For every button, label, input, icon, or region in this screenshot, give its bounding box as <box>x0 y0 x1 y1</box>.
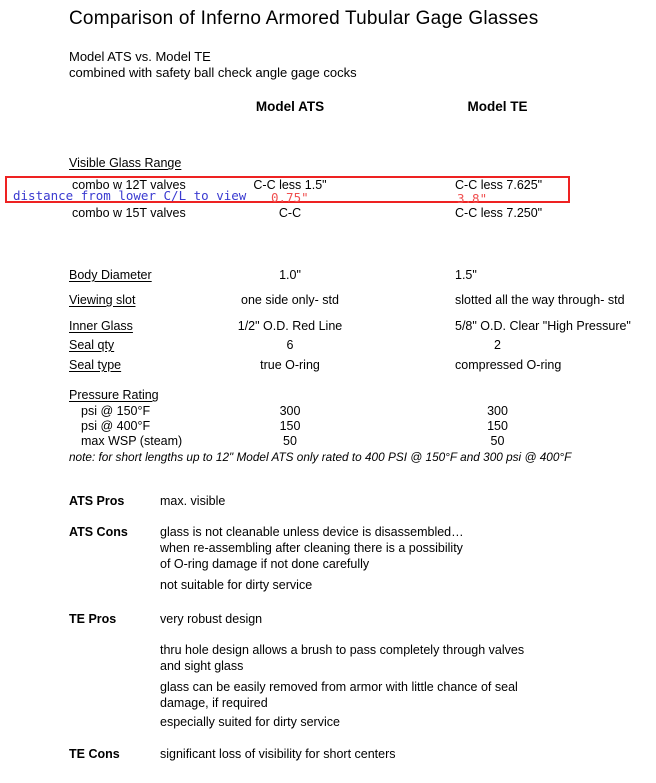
section-pressure-rating <box>0 388 656 404</box>
te-pros-label: TE Pros <box>69 612 117 626</box>
subtitle-line-1: Model ATS vs. Model TE <box>69 49 211 64</box>
ats-cons-row <box>0 525 656 541</box>
column-header-ats: Model ATS <box>255 99 325 114</box>
te-pros-text-line: glass can be easily removed from armor with little chance of seal <box>160 680 518 694</box>
ats-cons-text-line: glass is not cleanable unless device is disassembled… <box>160 525 464 539</box>
te-pros-text-line: especially suited for dirty service <box>160 715 340 729</box>
spec-label: Seal qty <box>69 338 115 352</box>
pressure-te-value: 50 <box>490 434 505 448</box>
section-visible-glass-range <box>0 156 656 172</box>
annotation-ats-value: 0.75" <box>271 190 309 205</box>
pressure-label: psi @ 150°F <box>81 404 151 418</box>
te-cons-label: TE Cons <box>69 747 120 761</box>
te-pros-row-4 <box>0 715 656 731</box>
te-cons-row <box>0 747 656 763</box>
te-pros-text-line: very robust design <box>160 612 263 626</box>
spec-row-combo-15t <box>0 206 656 222</box>
spec-te-value: 2 <box>494 338 501 352</box>
te-cons-text-line: significant loss of visibility for short centers <box>160 747 396 761</box>
te-pros-row <box>0 612 656 628</box>
te-pros-row-2a <box>0 643 656 659</box>
column-header-te: Model TE <box>467 99 528 114</box>
te-pros-row-3a <box>0 680 656 696</box>
pressure-row-max-wsp <box>0 434 656 450</box>
pressure-ats-value: 150 <box>279 419 301 433</box>
pressure-te-value: 150 <box>487 419 508 433</box>
ats-cons-row-3 <box>0 557 656 573</box>
spec-row-seal-qty <box>0 338 656 354</box>
spec-label: Viewing slot <box>69 293 136 307</box>
ats-pros-text: max. visible <box>160 494 226 508</box>
section-label-pressure-rating: Pressure Rating <box>69 388 159 402</box>
te-pros-text-line: damage, if required <box>160 696 268 710</box>
annotation-te-value: 3.8" <box>457 191 488 206</box>
spec-ats-value: true O-ring <box>260 358 320 372</box>
spec-label: Seal type <box>69 358 122 372</box>
spec-te-value: slotted all the way through- std <box>455 293 625 307</box>
spec-row-viewing-slot <box>0 293 656 309</box>
ats-cons-text-line: not suitable for dirty service <box>160 578 313 592</box>
spec-ats-value: 1.0" <box>279 268 301 282</box>
ats-cons-row-4 <box>0 578 656 594</box>
spec-ats-value: 1/2" O.D. Red Line <box>237 319 343 333</box>
subtitle-line-2: combined with safety ball check angle gage cocks <box>69 65 357 80</box>
spec-label: Body Diameter <box>69 268 152 282</box>
pressure-note: note: for short lengths up to 12" Model ATS only rated to 400 PSI @ 150°F and 300 psi @ 400°F <box>69 450 572 464</box>
pressure-ats-value: 50 <box>283 434 297 448</box>
spec-row-seal-type <box>0 358 656 374</box>
spec-te-value: 1.5" <box>455 268 477 282</box>
te-pros-text-line: and sight glass <box>160 659 244 673</box>
column-header-row <box>0 99 656 115</box>
ats-cons-row-2 <box>0 541 656 557</box>
spec-label: combo w 15T valves <box>72 206 186 220</box>
pressure-ats-value: 300 <box>279 404 301 418</box>
section-label-visible-glass-range: Visible Glass Range <box>69 156 182 170</box>
te-pros-text-line: thru hole design allows a brush to pass completely through valves <box>160 643 525 657</box>
spec-row-body-diameter <box>0 268 656 284</box>
te-pros-row-2b <box>0 659 656 675</box>
spec-ats-value: C-C less 1.5" <box>253 178 327 192</box>
spec-te-value: C-C less 7.625" <box>455 178 543 192</box>
spec-te-value: 5/8" O.D. Clear "High Pressure" <box>455 319 631 333</box>
pressure-te-value: 300 <box>487 404 508 418</box>
spec-row-inner-glass <box>0 319 656 335</box>
spec-ats-value: C-C <box>278 206 302 220</box>
pressure-label: max WSP (steam) <box>81 434 183 448</box>
page-title: Comparison of Inferno Armored Tubular Gage Glasses <box>69 8 539 29</box>
ats-cons-text-line: when re-assembling after cleaning there is a possibility <box>160 541 463 555</box>
spec-te-value: compressed O-ring <box>455 358 562 372</box>
spec-label: Inner Glass <box>69 319 133 333</box>
te-pros-row-3b <box>0 696 656 712</box>
ats-pros-label: ATS Pros <box>69 494 125 508</box>
annotation-label: distance from lower C/L to view <box>13 188 247 203</box>
ats-cons-text-line: of O-ring damage if not done carefully <box>160 557 370 571</box>
pressure-row-150f <box>0 404 656 420</box>
spec-ats-value: one side only- std <box>241 293 339 307</box>
spec-te-value: C-C less 7.250" <box>455 206 543 220</box>
pressure-row-400f <box>0 419 656 435</box>
ats-cons-label: ATS Cons <box>69 525 128 539</box>
ats-pros-row <box>0 494 656 510</box>
spec-label: combo w 12T valves <box>72 178 186 192</box>
spec-ats-value: 6 <box>286 338 294 352</box>
pressure-label: psi @ 400°F <box>81 419 151 433</box>
